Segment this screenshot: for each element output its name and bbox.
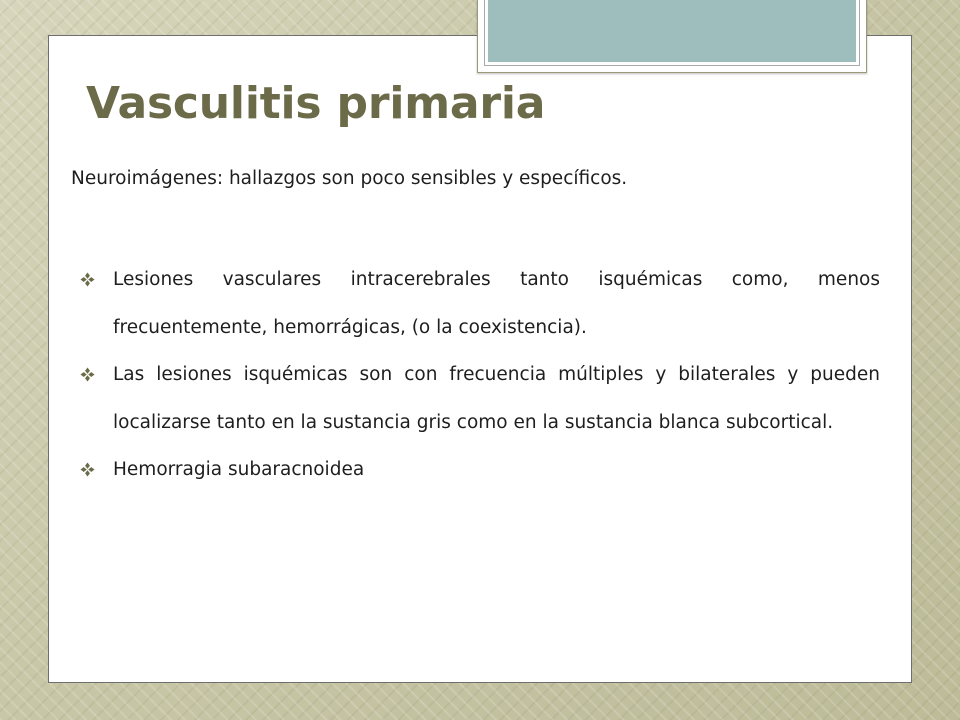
bullet-text: Hemorragia subaracnoidea (113, 459, 365, 480)
bullet-item (76, 351, 880, 446)
intro-text: Neuroimágenes: hallazgos son poco sensibles y específicos. (71, 168, 628, 189)
accent-block (488, 0, 856, 62)
slide-title: Vasculitis primaria (86, 78, 546, 129)
four-diamond-bullet-icon (76, 351, 98, 399)
bullet-text: Lesiones vasculares intracerebrales tanto isquémicas como, menos frecuentemente, hemorrágicas, (o la coexistencia). (113, 269, 880, 338)
bullet-item (76, 256, 880, 351)
four-diamond-bullet-icon (76, 446, 98, 494)
bullet-text: Las lesiones isquémicas son con frecuencia múltiples y bilaterales y pueden localizarse tanto en la sustancia gris como en la sustancia blanca subcortical. (113, 364, 880, 433)
bullet-item (76, 446, 880, 494)
four-diamond-bullet-icon (76, 256, 98, 304)
bullet-list (76, 256, 880, 494)
accent-frame (477, 0, 867, 73)
